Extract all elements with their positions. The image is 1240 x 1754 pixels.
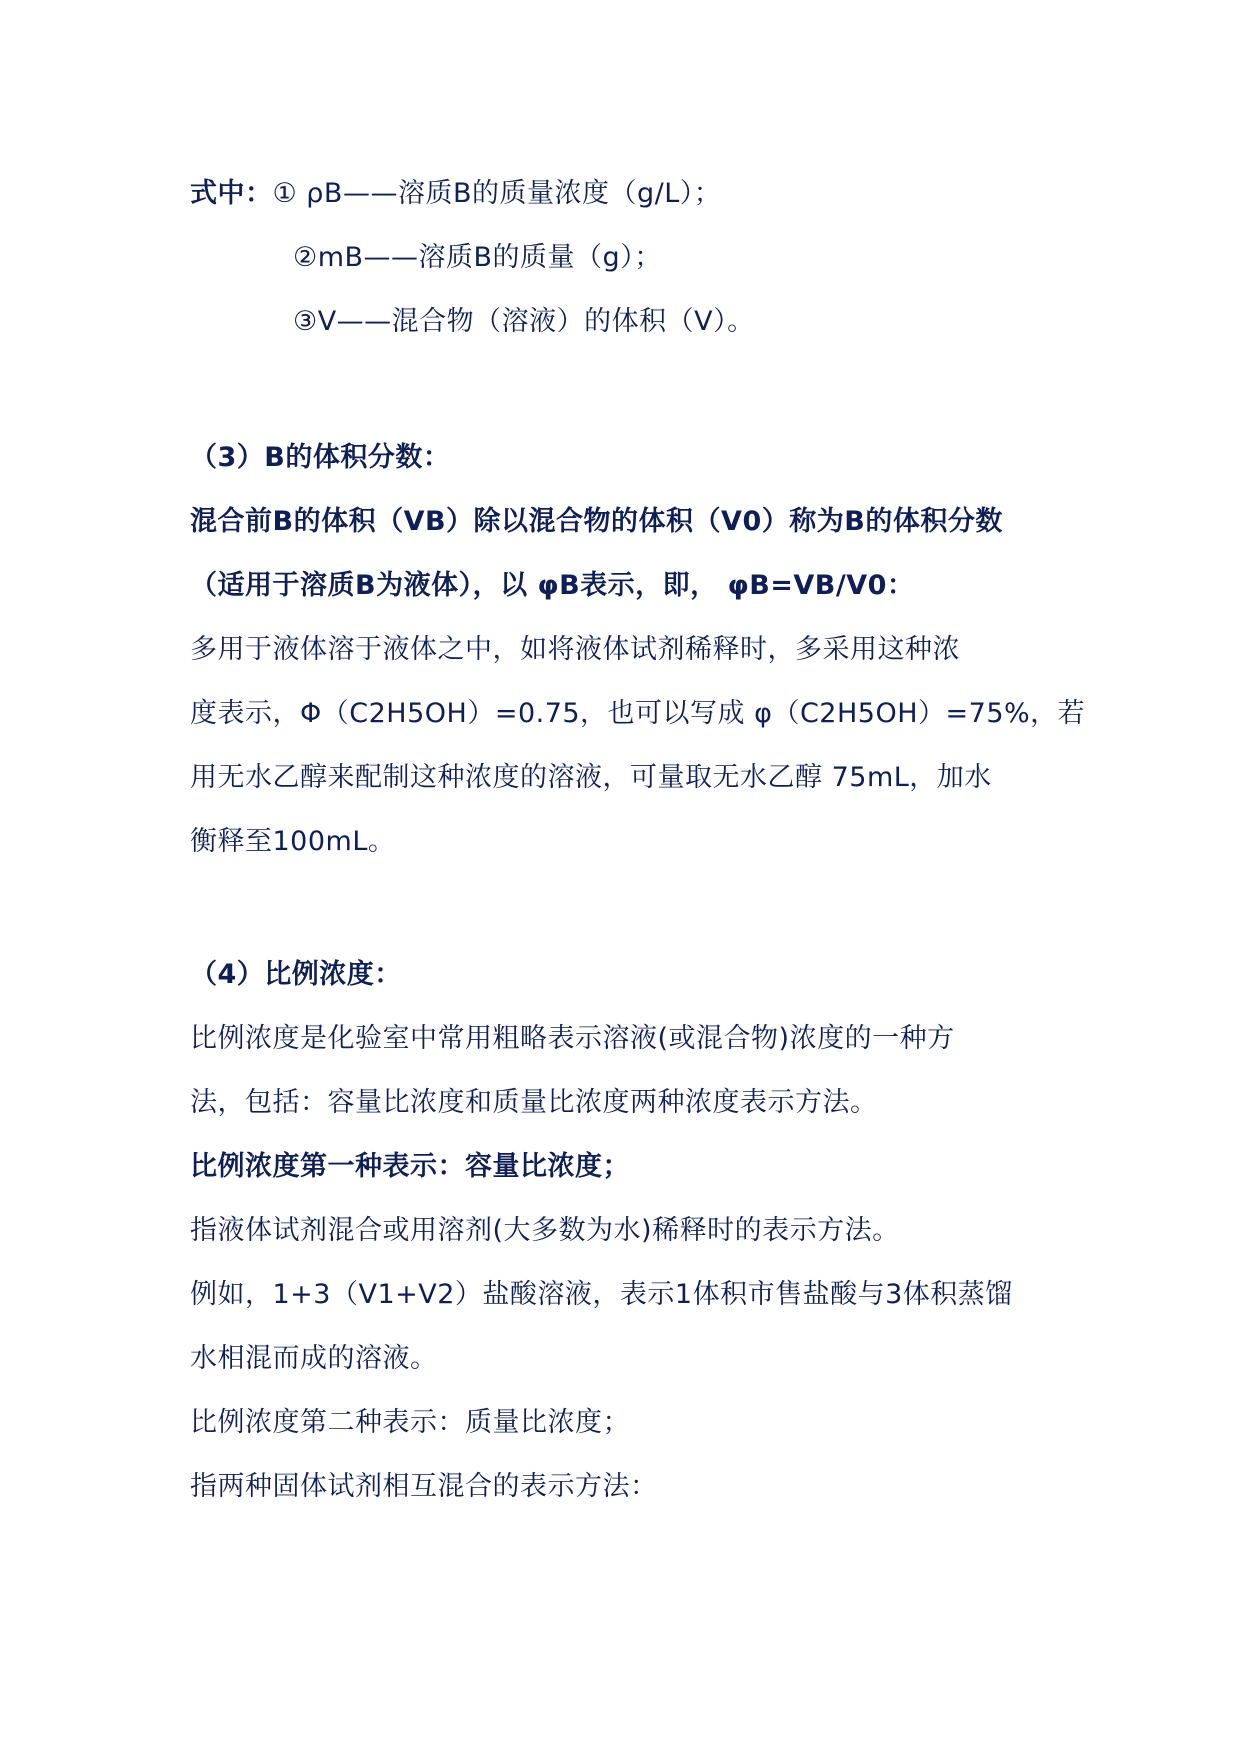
formula-notes-label: 式中： [190, 178, 273, 209]
formula-notes-line-1 [190, 174, 721, 214]
formula-note-item-2: ②mB——溶质B的质量（g）； [293, 242, 662, 273]
section-4-heading: （4）比例浓度： [190, 959, 402, 990]
section-4-intro-line-2: 法，包括：容量比浓度和质量比浓度两种浓度表示方法。 [190, 1087, 878, 1118]
section-4-type-2-heading: 比例浓度第二种表示：质量比浓度； [190, 1407, 630, 1438]
section-4-example-line-1: 例如，1+3（V1+V2）盐酸溶液，表示1体积市售盐酸与3体积蒸馏 [190, 1279, 1013, 1310]
section-3-body-line-2: 度表示，Φ（C2H5OH）=0.75，也可以写成 φ（C2H5OH）=75%，若 [190, 698, 1086, 729]
section-3-body-line-4: 衡释至100mL。 [190, 826, 396, 857]
section-4-intro-line-1: 比例浓度是化验室中常用粗略表示溶液(或混合物)浓度的一种方 [190, 1023, 955, 1054]
section-4-type-1-description: 指液体试剂混合或用溶剂(大多数为水)稀释时的表示方法。 [190, 1215, 900, 1246]
section-3-definition-line-2: （适用于溶质B为液体），以 φB表示，即， φB=VB/V0： [190, 570, 915, 601]
formula-note-item-1: ① ρB——溶质B的质量浓度（g/L）； [272, 178, 722, 209]
section-3-definition-line-1: 混合前B的体积（VB）除以混合物的体积（V0）称为B的体积分数 [190, 506, 1003, 537]
formula-note-item-3: ③V——混合物（溶液）的体积（V）。 [293, 306, 755, 337]
section-3-body-line-1: 多用于液体溶于液体之中，如将液体试剂稀释时，多采用这种浓 [190, 634, 960, 665]
section-4-example-line-2: 水相混而成的溶液。 [190, 1343, 438, 1374]
section-3-heading: （3）B的体积分数： [190, 442, 451, 473]
section-4-type-1-heading: 比例浓度第一种表示：容量比浓度； [190, 1151, 630, 1182]
section-3-body-line-3: 用无水乙醇来配制这种浓度的溶液，可量取无水乙醇 75mL，加水 [190, 762, 992, 793]
section-4-type-2-description: 指两种固体试剂相互混合的表示方法： [190, 1471, 658, 1502]
